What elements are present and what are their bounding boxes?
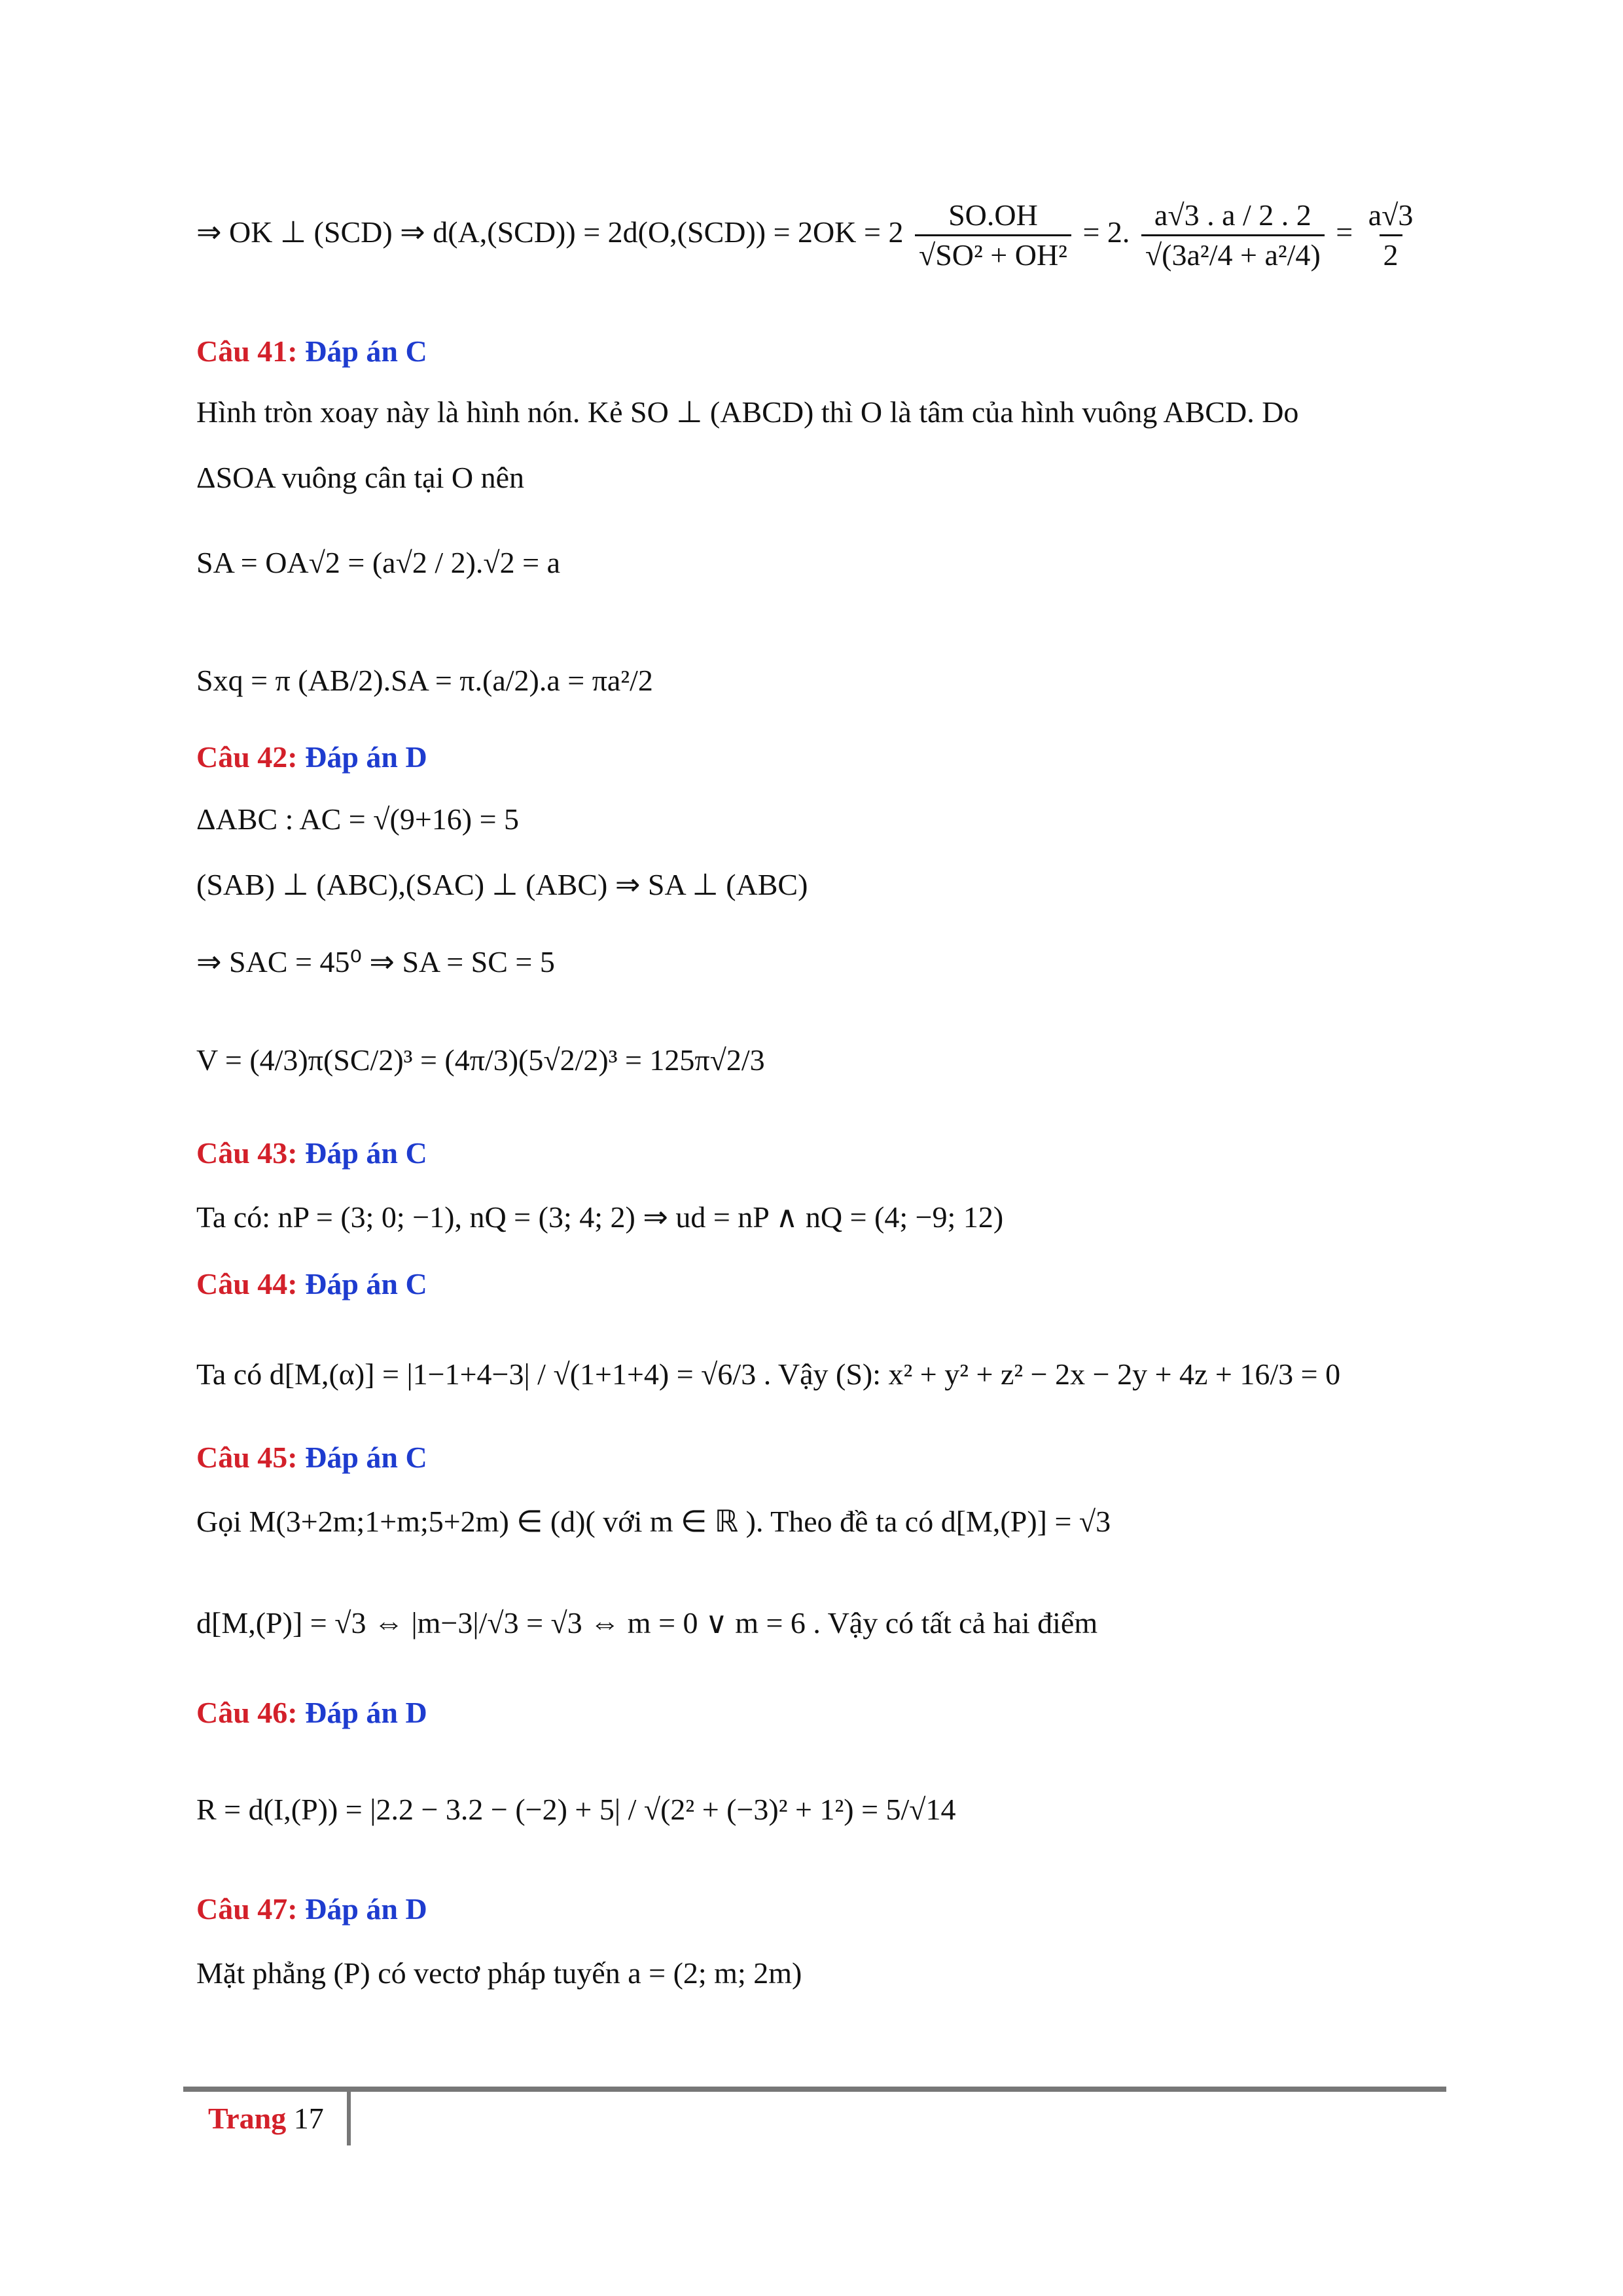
q47-heading: Câu 47: Đáp án D <box>196 1892 427 1926</box>
page-number: Trang 17 <box>208 2102 324 2135</box>
q41-line4: Sxq = π (AB/2).SA = π.(a/2).a = πa²/2 <box>196 664 653 697</box>
q44-heading: Câu 44: Đáp án C <box>196 1267 427 1300</box>
top-formula-res-den: 2 <box>1380 234 1402 274</box>
q41-line1: Hình tròn xoay này là hình nón. Kẻ SO ⊥ (ABCD) thì O là tâm của hình vuông ABCD. Do <box>196 395 1299 429</box>
q43-heading: Câu 43: Đáp án C <box>196 1136 427 1170</box>
top-formula-res-num: a√3 <box>1368 198 1414 232</box>
q42-line2: (SAB) ⊥ (ABC),(SAC) ⊥ (ABC) ⇒ SA ⊥ (ABC) <box>196 868 808 901</box>
q42-line4: V = (4/3)π(SC/2)³ = (4π/3)(5√2/2)³ = 125π√2/3 <box>196 1043 765 1077</box>
top-formula-eq: = <box>1336 215 1353 249</box>
q42-line3: ⇒ SAC = 45⁰ ⇒ SA = SC = 5 <box>196 945 555 978</box>
top-formula-num1: SO.OH <box>948 198 1038 232</box>
q41-line3: SA = OA√2 = (a√2 / 2).√2 = a <box>196 546 561 579</box>
top-formula <box>196 196 1421 274</box>
top-formula-prefix: ⇒ OK ⊥ (SCD) ⇒ d(A,(SCD)) = 2d(O,(SCD)) = 2OK = 2 <box>196 215 904 249</box>
q45-line2: d[M,(P)] = √3 ⇔ |m−3|/√3 = √3 ⇔ m = 0 ∨ m = 6 . Vậy có tất cả hai điểm <box>196 1606 1098 1640</box>
footer-vertical-divider <box>347 2092 351 2145</box>
q43-line1: Ta có: nP = (3; 0; −1), nQ = (3; 4; 2) ⇒ ud = nP ∧ nQ = (4; −9; 12) <box>196 1200 1004 1234</box>
footer-divider <box>183 2087 1446 2092</box>
q45-line1: Gọi M(3+2m;1+m;5+2m) ∈ (d)( với m ∈ ℝ ). Theo đề ta có d[M,(P)] = √3 <box>196 1505 1111 1538</box>
top-formula-frac1 <box>915 196 1071 274</box>
top-formula-frac2 <box>1141 196 1325 274</box>
top-formula-num2: a√3 . a / 2 . 2 <box>1154 198 1311 232</box>
q41-heading: Câu 41: Đáp án C <box>196 334 427 368</box>
q42-heading: Câu 42: Đáp án D <box>196 740 427 774</box>
q46-line1: R = d(I,(P)) = |2.2 − 3.2 − (−2) + 5| / √(2² + (−3)² + 1²) = 5/√14 <box>196 1793 956 1826</box>
q45-heading: Câu 45: Đáp án C <box>196 1441 427 1474</box>
q46-heading: Câu 46: Đáp án D <box>196 1696 427 1729</box>
top-formula-result <box>1364 196 1418 274</box>
q44-line1: Ta có d[M,(α)] = |1−1+4−3| / √(1+1+4) = √6/3 . Vậy (S): x² + y² + z² − 2x − 2y + 4z + 16/3 = 0 <box>196 1357 1341 1391</box>
top-formula-den2: √(3a²/4 + a²/4) <box>1141 234 1325 274</box>
top-formula-mid: = 2. <box>1082 215 1130 249</box>
q41-line2: ΔSOA vuông cân tại O nên <box>196 461 525 494</box>
top-formula-den1: √SO² + OH² <box>915 234 1071 274</box>
q47-line1: Mặt phẳng (P) có vectơ pháp tuyến a = (2; m; 2m) <box>196 1956 802 1990</box>
q42-line1: ΔABC : AC = √(9+16) = 5 <box>196 802 520 836</box>
